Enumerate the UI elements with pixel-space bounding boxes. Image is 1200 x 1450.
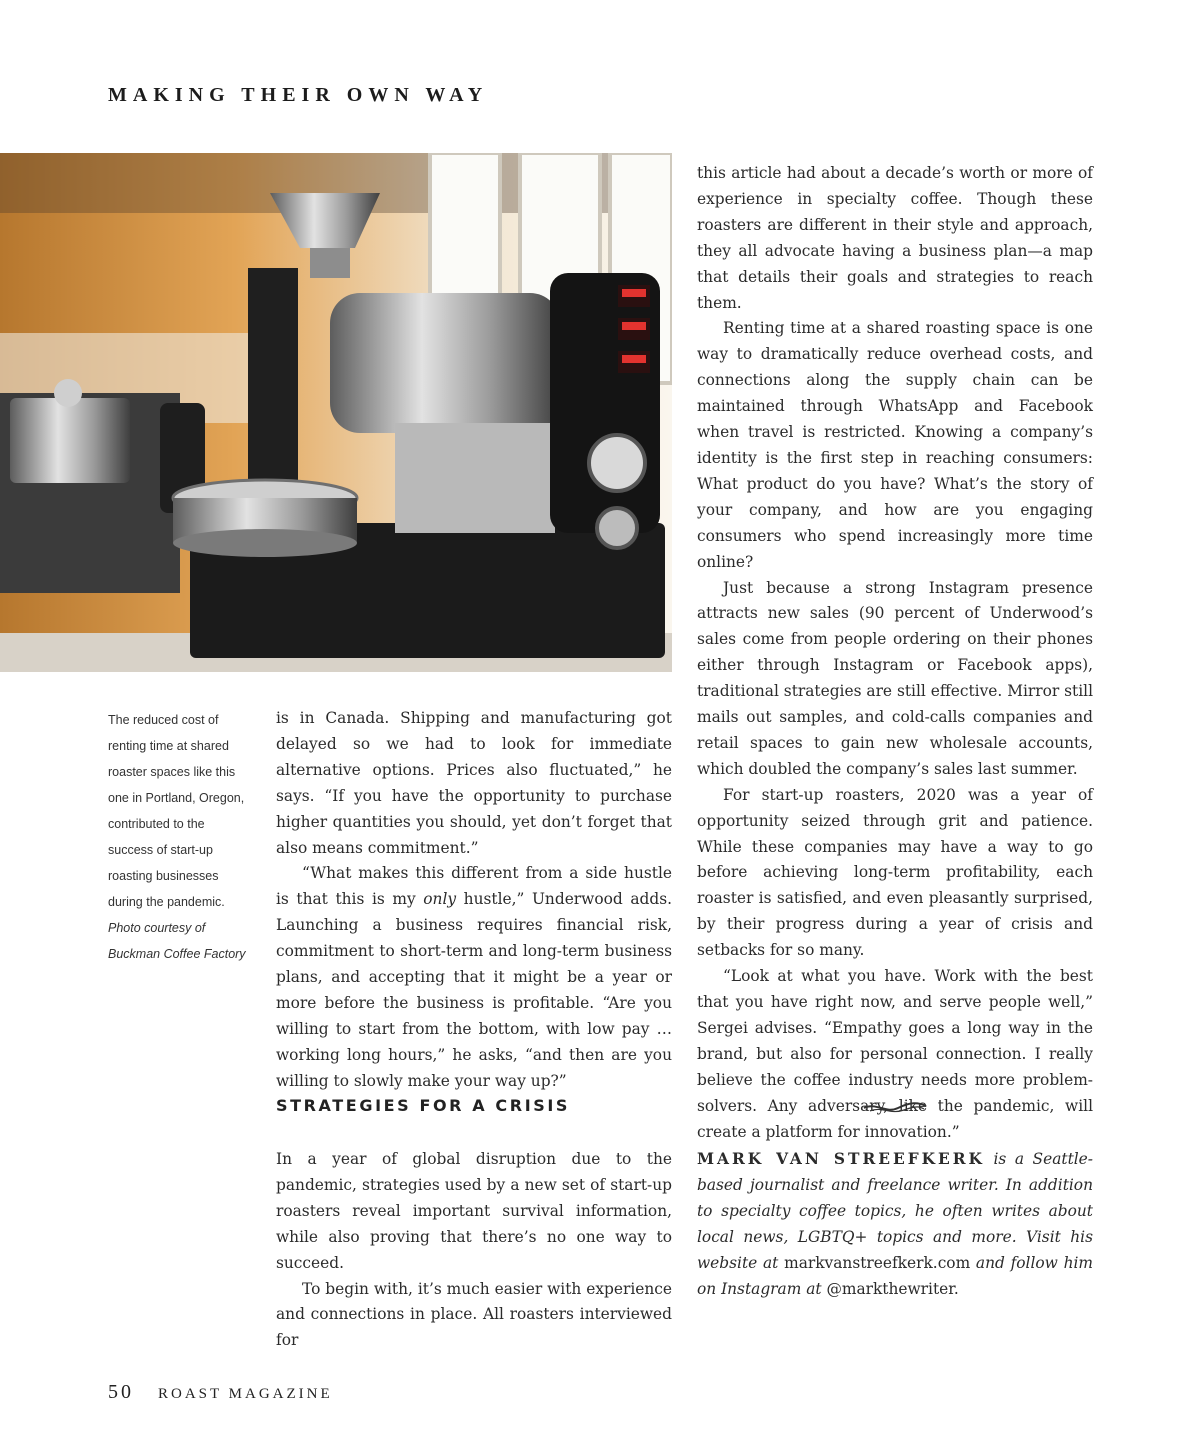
emphasis: only	[423, 890, 457, 909]
paragraph: To begin with, it’s much easier with experience and connections in place. All roasters interviewed for	[276, 1279, 672, 1350]
bio-end: .	[953, 1279, 959, 1298]
section-heading: STRATEGIES FOR A CRISIS	[276, 1096, 571, 1115]
flourish-ornament-icon	[860, 1100, 930, 1120]
paragraph: is in Canada. Shipping and manufacturing got delayed so we had to look for immediate alternative options. Prices also fluctuated,” he says. “If you have the opportunity to purchase higher quantities you should, yet don’t forget that also means commitment.”	[276, 709, 672, 857]
article-column-middle-bottom	[276, 1147, 672, 1354]
paragraph	[276, 861, 672, 1094]
page-footer	[108, 1381, 333, 1404]
running-head: MAKING THEIR OWN WAY	[108, 84, 489, 106]
bio-text: and follow him on Instagram at	[697, 1253, 1093, 1298]
article-column-right	[697, 161, 1093, 1145]
author-bio	[697, 1147, 1093, 1302]
author-name: MARK VAN STREEFKERK	[697, 1150, 985, 1168]
roaster-illustration	[0, 153, 672, 672]
page-number: 50	[108, 1381, 134, 1403]
article-column-middle	[276, 706, 672, 1095]
paragraph: For start-up roasters, 2020 was a year of opportunity seized through grit and patience. While these companies may have a way to go before achieving long-term profitability, each roaster is satisfied, and even pleasantly surprised, by their progress during a year of crisis and setbacks for so many.	[697, 785, 1093, 960]
paragraph: this article had about a decade’s worth or more of experience in specialty coffee. Though these roasters are different in their style and approach, they all advocate having a business plan—a map that details their goals and strategies to reach them.	[697, 164, 1093, 312]
paragraph: Just because a strong Instagram presence attracts new sales (90 percent of Underwood’s sales come from people ordering on their phones either through Instagram or Facebook apps), traditional strategies are still effective. Mirror still mails out samples, and cold-calls companies and retail spaces to gain new wholesale accounts, which doubled the company’s sales last summer.	[697, 578, 1093, 778]
caption-text: The reduced cost of renting time at shared roaster spaces like this one in Portland, Oregon, contributed to the success of start-up roasting businesses during the pandemic.	[108, 713, 245, 909]
magazine-name: ROAST MAGAZINE	[158, 1386, 333, 1402]
photo-caption	[108, 707, 248, 967]
photo-credit: Photo courtesy of Buckman Coffee Factory	[108, 921, 246, 961]
bio-text: is a Seattle-based journalist and freelance writer. In addition to specialty coffee topics, he often writes about local news, LGBTQ+ topics and more. Visit his website at	[697, 1150, 1093, 1272]
coffee-roaster-photo	[0, 153, 672, 672]
paragraph: “Look at what you have. Work with the best that you have right now, and serve people well,” Sergei advises. “Empathy goes a long way in the brand, but also for personal connection. I really believe the coffee industry needs more problem-solvers. Any adversary, like the pandemic, will create a platform for innovation.”	[697, 967, 1093, 1141]
author-instagram-handle[interactable]: @markthewriter	[826, 1279, 954, 1298]
author-website-link[interactable]: markvanstreefkerk.com	[784, 1253, 971, 1272]
paragraph: Renting time at a shared roasting space is one way to dramatically reduce overhead costs, and connections along the supply chain can be maintained through WhatsApp and Facebook when travel is restricted. Knowing a company’s identity is the first step in reaching consumers: What product do you have? What’s the story of your company, and how are you engaging consumers who spend increasingly more time online?	[697, 319, 1093, 571]
text-run: hustle,” Underwood adds. Launching a business requires financial risk, commitment to short-term and long-term business plans, and accepting that it might be a year or more before the business is profitable. “Are you willing to start from the bottom, with low pay … working long hours,” he asks, “and then are you willing to slowly make your way up?”	[276, 890, 672, 1090]
paragraph: In a year of global disruption due to the pandemic, strategies used by a new set of start-up roasters reveal important survival information, while also proving that there’s no one way to succeed.	[276, 1150, 672, 1272]
text-run: “What makes this different from a side hustle is that this is my	[276, 864, 672, 909]
